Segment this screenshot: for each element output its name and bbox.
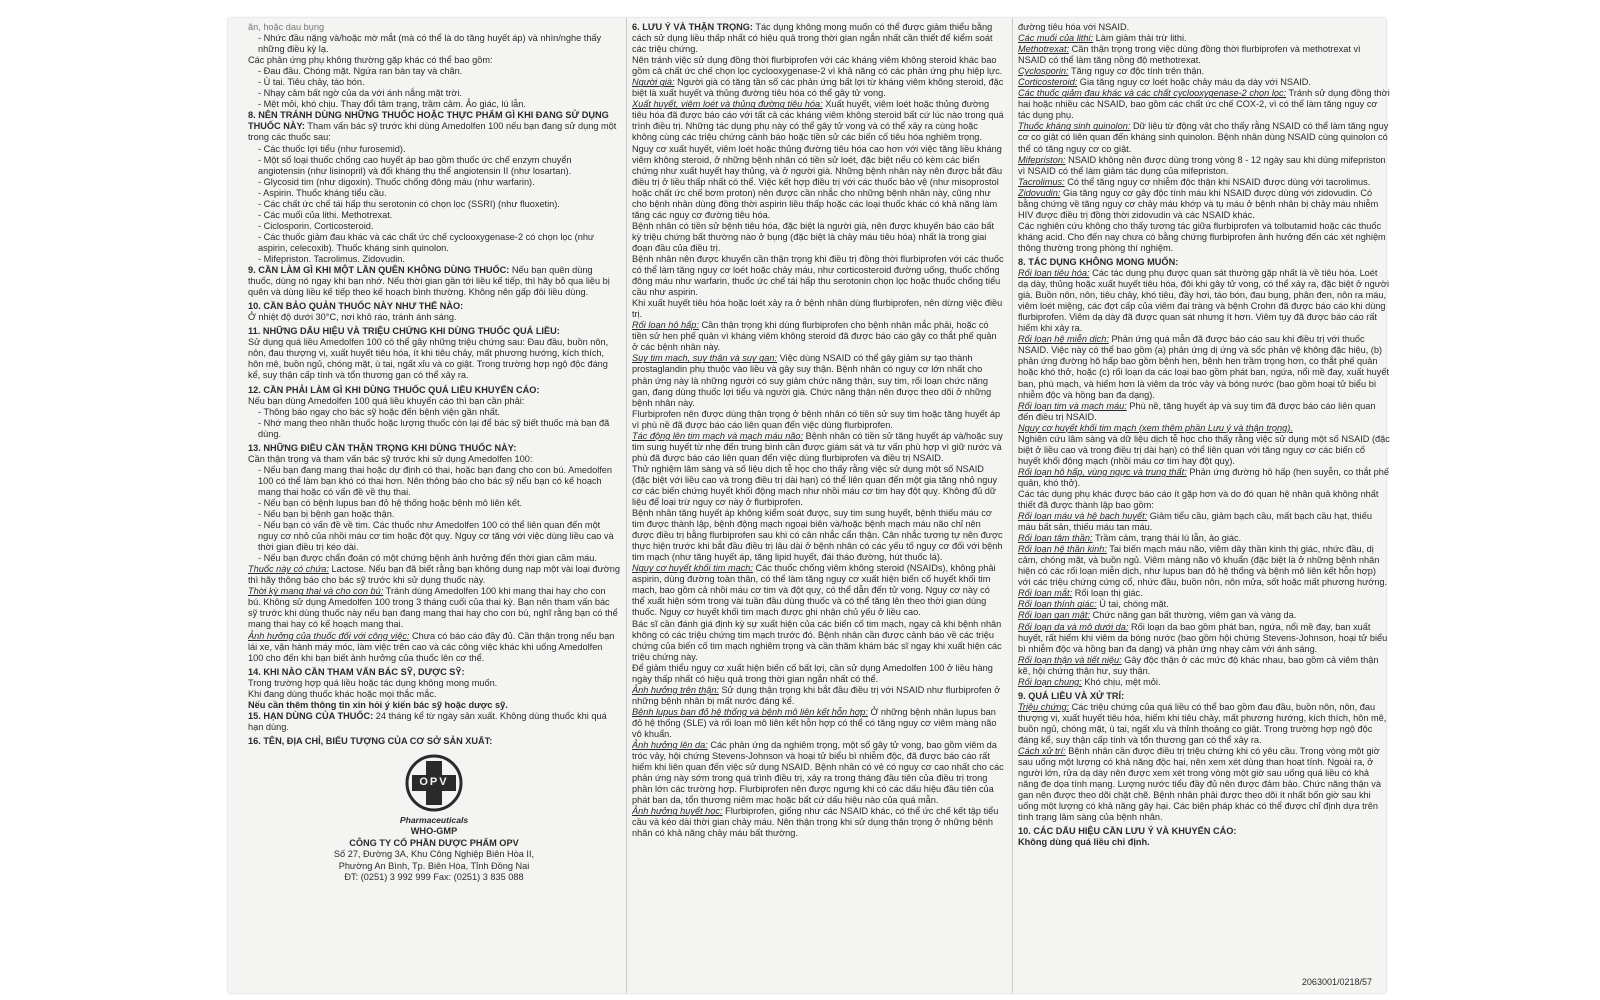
paragraph	[632, 563, 1004, 618]
subheading: Ảnh hưởng trên thận:	[632, 684, 719, 695]
paragraph	[632, 431, 1004, 464]
subheading: Rối loạn hệ thần kinh:	[1018, 544, 1107, 555]
paragraph: đường tiêu hóa với NSAID.	[1018, 22, 1130, 32]
list-item: - Nếu bạn có vấn đề về tim. Các thuốc như Amedolfen 100 có thể liên quan đến một nguy cơ nhỏ của nhồi máu cơ tim hoặc đột quỵ. Nguy cơ tăng với việc dùng liều cao và thời gian điều trị kéo dài.	[258, 520, 620, 553]
list-item: - Các chất ức chế tái hấp thu serotonin có chọn lọc (SSRI) (như fluoxetin).	[258, 199, 620, 210]
section-heading: 6. LƯU Ý VÀ THẬN TRỌNG:	[632, 22, 753, 32]
paragraph	[248, 631, 620, 664]
subheading: Rối loạn mắt:	[1018, 588, 1073, 599]
company-name: CÔNG TY CỔ PHẦN DƯỢC PHẨM OPV	[349, 837, 519, 848]
paragraph-text: Tránh sử dụng đồng thời hai hoặc nhiều các NSAID, bao gồm các chất ức chế COX-2, vì có thể làm tăng nguy cơ tác dụng phụ.	[1018, 88, 1390, 121]
subheading: Ảnh hưởng lên da:	[632, 740, 708, 751]
paragraph-text: Trầm cảm, trạng thái lú lẫn, ảo giác.	[1094, 533, 1242, 544]
paragraph-text: Xuất huyết, viêm loét hoặc thủng đường tiêu hóa đã được báo cáo với tất cả các kháng viêm không steroid bất cứ lúc nào trong quá trình điều trị. Những tác dụng phụ này có thể gây tử vong và có thể xảy ra cùng hoặc không cùng các triệu chứng cảnh báo hoặc tiền sử các biến cố tiêu hóa nghiêm trọng.	[632, 99, 1004, 143]
paragraph	[632, 685, 1004, 707]
subheading: Rối loạn hệ miễn dịch:	[1018, 334, 1109, 345]
section-9	[248, 265, 620, 298]
phone-line: ĐT: (0251) 3 992 999 Fax: (0251) 3 835 088	[344, 872, 524, 883]
list-item: - Mifepriston. Tacrolimus. Zidovudin.	[258, 254, 620, 265]
paragraph: Khi xuất huyết tiêu hóa hoặc loét xảy ra ở bệnh nhân dùng flurbiprofen, nên dừng việc điều trị.	[632, 298, 1003, 320]
paragraph: Trong trường hợp quá liều hoặc tác dụng không mong muốn.	[248, 677, 498, 688]
subheading: Ảnh hưởng của thuốc đối với công việc:	[248, 630, 410, 641]
paragraph-text: Các tác dụng phụ được quan sát thường gặp nhất là về tiêu hóa. Loét dạ dày, thủng hoặc xuất huyết tiêu hóa, đôi khi gây tử vong, có thể xảy ra, đặc biệt ở người già. Buồn nôn, nôn, tiêu chảy, khó tiêu, đầy hơi, táo bón, đau bụng, phân đen, nôn ra máu, viêm loét miệng, các đợt cấp của viêm đại tràng và bệnh Crohn đã được báo cáo khi dùng flurbiprofen. Viêm dạ dày đã được quan sát nhưng ít hơn. Viêm tụy đã được báo cáo rất hiếm khi xảy ra.	[1018, 268, 1389, 334]
subheading: Rối loạn tim và mạch máu:	[1018, 400, 1127, 411]
paragraph	[1018, 401, 1390, 423]
paragraph-text: Gây độc thận ở các mức độ khác nhau, bao gồm cả viêm thận kẽ, hội chứng thận hư, suy thận.	[1018, 654, 1379, 676]
section-heading: 10. CÁC DẤU HIỆU CẦN LƯU Ý VÀ KHUYẾN CÁO:	[1018, 826, 1237, 837]
paragraph-text: Phản ứng đường hô hấp (hen suyễn, co thắt phế quản, khó thở).	[1018, 466, 1389, 488]
paragraph	[1018, 599, 1390, 610]
section-heading: 14. KHI NÀO CẦN THAM VẤN BÁC SỸ, DƯỢC SỸ:	[248, 666, 465, 677]
paragraph	[1018, 33, 1390, 44]
paragraph: Bệnh nhân có tiền sử bệnh tiêu hóa, đặc biệt là người già, nên được khuyến báo cáo bất kỳ triệu chứng bất thường nào ở bụng (đặc biệt là chảy máu tiêu hóa) nhất là trong giai đoạn đầu của điều trị.	[632, 220, 995, 253]
subheading: Nguy cơ huyết khối tim mạch (xem thêm phần Lưu ý và thận trọng).	[1018, 422, 1293, 433]
subheading: Cách xử trí:	[1018, 746, 1066, 757]
paragraph-text: Phản ứng quá mẫn đã được báo cáo sau khi điều trị với thuốc NSAID. Việc này có thể bao gồm (a) phản ứng dị ứng và sốc phản vệ không đặc hiệu, (b) phản ứng đường hô hấp bao gồm bệnh hen, bệnh hen trầm trọng hơn, co thắt phế quản hoặc khó thở, hoặc (c) rối loạn da các loại bao gồm phát ban, ngứa, nổi mề đay, xuất huyết ban, phù mạch, và hiếm hơn là viêm da tróc vảy và bóng nước (bao gồm hoại tử biểu bì nhiễm độc và hồng ban đa dạng).	[1018, 334, 1390, 400]
paragraph: Các tác dụng phụ khác được báo cáo ít gặp hơn và do đó quan hệ nhân quả không nhất thiết đã được thành lập bao gồm:	[1018, 488, 1379, 511]
subheading: Rối loạn tiêu hóa:	[1018, 268, 1090, 279]
paragraph-text: Rối loạn thị giác.	[1074, 588, 1143, 599]
subheading: Corticosteroid:	[1018, 77, 1078, 88]
paragraph	[632, 353, 1004, 408]
paragraph-text: Cần thận trọng khi dùng flurbiprofen cho bệnh nhân mắc phải, hoặc có tiền sử hen phế quản vì kháng viêm không steroid đã được báo cáo gây co thắt phế quản ở các bệnh nhân này.	[632, 320, 997, 353]
paragraph	[1018, 622, 1390, 655]
paragraph	[1018, 655, 1390, 677]
paragraph: Ở nhiệt độ dưới 30°C, nơi khô ráo, tránh ánh sáng.	[248, 312, 457, 323]
subheading: Tacrolimus:	[1018, 176, 1065, 187]
paragraph-text: Cần thận trọng trong việc dùng đồng thời flurbiprofen và methotrexat vì NSAID có thể làm tăng nồng độ methotrexat.	[1018, 44, 1361, 66]
subheading: Suy tim mạch, suy thận và suy gan:	[632, 353, 778, 364]
paragraph: Cần thận trọng và tham vấn bác sỹ trước khi sử dụng Amedolfen 100:	[248, 453, 533, 464]
column-divider	[1012, 18, 1013, 993]
paragraph-text: Flurbiprofen, giống như các NSAID khác, có thể ức chế kết tập tiểu cầu và kéo dài thời gian chảy máu. Nên thận trọng khi sử dụng thận trọng ở những bệnh nhân có khả năng chảy máu bất thường.	[632, 806, 999, 839]
list-item: - Thông báo ngay cho bác sỹ hoặc đến bệnh viện gần nhất.	[258, 407, 620, 418]
list-item: - Nếu bạn đang mang thai hoặc dự định có thai, hoặc bạn đang cho con bú. Amedolfen 100 có thể làm bạn khó có thai hơn. Nên thông báo cho bác sỹ nếu bạn có kế hoạch mang thai hoặc có vấn đề về thụ thai.	[258, 465, 620, 498]
paragraph-text: NSAID không nên được dùng trong vòng 8 - 12 ngày sau khi dùng mifepriston vì NSAID có thể làm giảm tác dụng của mifepriston.	[1018, 154, 1386, 176]
paragraph: Nếu cần thêm thông tin xin hỏi ý kiến bác sỹ hoặc dược sỹ.	[248, 699, 508, 710]
paragraph	[1018, 746, 1390, 823]
subheading: Bệnh lupus ban đỏ hệ thống và bệnh mô liên kết hỗn hợp:	[632, 706, 868, 717]
paragraph: Bệnh nhân tăng huyết áp không kiểm soát được, suy tim sung huyết, bệnh thiếu máu cơ tim được thành lập, bệnh động mạch ngoại biên và/hoặc bệnh mạch máu não chỉ nên được điều trị bằng flurbiprofen sau khi có cân nhắc cẩn thận. Cân nhắc tương tự nên được thực hiện trước khi bắt đầu điều trị lâu dài ở bệnh nhân có các yếu tố nguy cơ đối với bệnh tim mạch (như tăng huyết áp, tăng lipid huyết, đái tháo đường, hút thuốc lá).	[632, 508, 1003, 563]
subheading: Mifepriston:	[1018, 154, 1066, 165]
paragraph: Bác sĩ cần đánh giá định kỳ sự xuất hiện của các biến cố tim mạch, ngay cả khi bệnh nhân không có các triệu chứng tim mạch trước đó. Bệnh nhân cần được cảnh báo về các triệu chứng của biến cố tim mạch nghiêm trọng và cần thăm khám bác sĩ ngay khi xuất hiện các triệu chứng này.	[632, 618, 1002, 662]
list-item: - Nếu bạn có bệnh lupus ban đỏ hệ thống hoặc bệnh mô liên kết.	[258, 498, 620, 509]
list-item: - Nhạy cảm bất ngờ của da với ánh nắng mặt trời.	[258, 88, 620, 99]
paragraph-text: Việc dùng NSAID có thể gây giảm sự tạo thành prostaglandin phụ thuộc vào liều và gây suy thận. Bệnh nhân có nguy cơ lớn nhất cho phản ứng này là những người có suy giảm chức năng thận, suy tim, rối loạn chức năng gan, đang dùng thuốc lợi tiểu và người già. Chức năng thận nên được theo dõi ở những bệnh nhân này.	[632, 353, 992, 408]
paragraph-text: Tai biến mạch máu não, viêm dây thần kinh thị giác, nhức đầu, dị cảm, chóng mặt, và buồn ngủ. Viêm màng não vô khuẩn (đặc biệt là ở những bệnh nhân hiện có các rối loạn miễn dịch, như lupus ban đỏ hệ thống và bệnh mô liên kết hỗn hợp) với các triệu chứng cứng cổ, nhức đầu, buồn nôn, nôn mửa, sốt hoặc mất phương hướng.	[1018, 544, 1388, 588]
bullet-list	[248, 144, 620, 266]
section-heading: 11. NHỮNG DẤU HIỆU VÀ TRIỆU CHỨNG KHI DÙNG THUỐC QUÁ LIỀU:	[248, 326, 560, 337]
paragraph	[1018, 334, 1390, 400]
column-2	[632, 22, 1004, 984]
paragraph-text: Bệnh nhân có tiền sử tăng huyết áp và/hoặc suy tim sung huyết từ nhẹ đến trung bình cần được giám sát và tư vấn phù hợp vì giữ nước và phù đã được báo cáo liên quan đến việc dùng flurbiprofen và điều trị NSAID.	[632, 430, 1003, 463]
text-fragment: ăn, hoặc dau bụng	[248, 22, 325, 32]
list-item: - Aspirin. Thuốc kháng tiểu cầu.	[258, 188, 620, 199]
gmp-label: WHO-GMP	[410, 826, 458, 837]
subheading: Tác động lên tim mạch và mạch máu não:	[632, 430, 804, 441]
paragraph: Các nghiên cứu không cho thấy tương tác giữa flurbiprofen và tolbutamid hoặc các thuốc kháng acid. Cho đến nay chưa có bằng chứng flurbiprofen ảnh hưởng đến các xét nghiệm thông thường trong phòng thí nghiệm.	[1018, 220, 1386, 253]
list-item: - Nhớ mang theo nhãn thuốc hoặc lượng thuốc còn lại để bác sỹ biết thuốc mà bạn đã dùng.	[258, 418, 620, 440]
paragraph: Nếu bạn dùng Amedolfen 100 quá liều khuyến cáo thì bạn cần phải:	[248, 395, 525, 406]
paragraph-text: Ở những bệnh nhân lupus ban đỏ hệ thống (SLE) và rối loạn mô liên kết hỗn hợp có thể có tăng nguy cơ viêm màng não vô khuẩn.	[632, 706, 997, 739]
paragraph	[1018, 268, 1390, 334]
paragraph: Nguy cơ xuất huyết, viêm loét hoặc thủng đường tiêu hóa cao hơn với việc tăng liều kháng viêm không steroid, ở những bệnh nhân có tiền sử loét, đặc biệt nếu có kèm các biến chứng như xuất huyết hay thủng, và ở người già. Những bệnh nhân này nên được bắt đầu điều trị ở liều thấp nhất có thể. Việc kết hợp điều trị với các thuốc bảo vệ (như misoprostol hoặc chất ức chế bơm proton) nên được cần nhắc cho những bệnh nhân này, cũng như cho bệnh nhân dùng đồng thời aspirin liều thấp hoặc các loại thuốc khác có khả năng làm tăng các nguy cơ đường tiêu hóa.	[632, 143, 1003, 220]
list-item: - Ù tai. Tiêu chảy, táo bón.	[258, 77, 620, 88]
subheading: Rối loạn thận và tiết niệu:	[1018, 654, 1122, 665]
paragraph: Nên tránh việc sử dụng đồng thời flurbiprofen với các kháng viêm không steroid khác bao gồm cả chất ức chế chọn lọc cyclooxygenase-2 vì khả năng có các phản ứng phụ hiệp lực.	[632, 55, 1003, 77]
paragraph	[632, 77, 1004, 99]
paragraph: Khi đang dùng thuốc khác hoặc mọi thắc mắc.	[248, 688, 437, 699]
paragraph-text: Bệnh nhân cần được điều trị triệu chứng khi có yêu cầu. Trong vòng một giờ sau uống một lượng có khả năng độc hại, nên xem xét dùng than hoạt tính. Ngoài ra, ở người lớn, rửa dạ dày nên được xem xét trong vòng một giờ sau uống quá liều có khả năng đe dọa tính mạng. Lượng nước tiểu đầy đủ nên được đảm bảo. Chức năng thận và gan nên được theo dõi chặt chẽ. Bệnh nhân phải được theo dõi ít nhất bốn giờ sau khi uống một lượng có khả năng gây hại. Các biện pháp khác có thể được chỉ định dựa trên tình trạng lâm sàng của bệnh nhân.	[1018, 746, 1381, 823]
address-line: Số 27, Đường 3A, Khu Công Nghiệp Biên Hòa II,	[333, 849, 535, 860]
list-item: - Mệt mỏi, khó chịu. Thay đổi tâm trạng, trầm cảm. Ảo giác, lú lẫn.	[258, 99, 620, 110]
list-item: - Các thuốc lợi tiểu (như furosemid).	[258, 144, 620, 155]
subheading: Rối loạn hô hấp:	[632, 320, 699, 331]
paragraph	[1018, 467, 1390, 489]
subheading: Methotrexat:	[1018, 44, 1070, 55]
subheading: Thời kỳ mang thai và cho con bú:	[248, 586, 384, 597]
paragraph-text: Có thể tăng nguy cơ nhiễm độc thận khi NSAID được dùng với tacrolimus.	[1067, 176, 1371, 187]
list-item: - Các thuốc giảm đau khác và các chất ức chế cyclooxygenase-2 có chọn lọc (như aspirin, celecoxib). Thuốc kháng sinh quinolon.	[258, 232, 620, 254]
paragraph: Không dùng quá liều chỉ định.	[1018, 837, 1150, 848]
paragraph	[1018, 511, 1390, 533]
pharmaceuticals-label: Pharmaceuticals	[399, 815, 469, 825]
paragraph-text: Chưa có báo cáo đầy đủ. Cần thận trọng nếu bạn lái xe, vận hành máy móc, làm việc trên cao và các công việc khác khi uống Amedolfen 100 cho đến khi bạn biết ảnh hưởng của thuốc lên cơ thể.	[248, 630, 615, 663]
paragraph-text: Lactose. Nếu bạn đã biết rằng bạn không dung nạp một vài loại đường thì hãy thông báo cho bác sỹ trước khi sử dụng thuốc này.	[248, 564, 620, 586]
subheading: Rối loạn hô hấp, vùng ngực và trung thất:	[1018, 466, 1187, 477]
paragraph-text: Rối loạn da bao gồm phát ban, ngứa, nổi mề đay, ban xuất huyết, rất hiếm khi viêm da bóng nước (bao gồm hội chứng Stevens-Johnson, hoại tử biểu bì nhiễm độc và hồng ban đa dạng) và phản ứng nhạy cảm với ánh sáng.	[1018, 621, 1388, 654]
subheading: Rối loạn thính giác:	[1018, 599, 1097, 610]
paragraph-text: Sử dụng thận trọng khi bắt đầu điều trị với NSAID như flurbiprofen ở những bệnh nhân bị mất nước đáng kể.	[632, 684, 1001, 706]
paragraph	[1018, 44, 1390, 66]
paragraph-text: Phù nề, tăng huyết áp và suy tim đã được báo cáo liên quan đến điều trị NSAID.	[1018, 400, 1376, 422]
paragraph-text: Các triệu chứng của quá liều có thể bao gồm đau đầu, buồn nôn, nôn, đau thượng vị, xuất huyết tiêu hóa, hiếm khi tiêu chảy, mất phương hướng, kích thích, hôn mê, buồn ngủ, chóng mặt, ù tai, ngất xỉu và thỉnh thoảng co giật. Trong trường hợp ngộ độc đáng kể, suy thận cấp tính và tổn thương gan có thể xảy ra.	[1018, 701, 1387, 745]
section-heading: 10. CẦN BẢO QUẢN THUỐC NÀY NHƯ THẾ NÀO:	[248, 301, 464, 312]
opv-logo	[404, 753, 464, 813]
paragraph: Để giảm thiểu nguy cơ xuất hiện biến cố bất lợi, cần sử dụng Amedolfen 100 ở liều hàng ngày thấp nhất có hiệu quả trong thời gian ngắn nhất có thể.	[632, 662, 993, 684]
paragraph-text: Chức năng gan bất thường, viêm gan và vàng da.	[1092, 610, 1297, 621]
paragraph	[1018, 88, 1390, 121]
column-1	[248, 22, 620, 984]
subheading: Thuốc này có chứa:	[248, 564, 329, 575]
list-item: - Glycosid tim (như digoxin). Thuốc chống đông máu (như warfarin).	[258, 177, 620, 188]
bullet-list	[248, 465, 620, 564]
paragraph-text: Khó chịu, mệt mỏi.	[1084, 676, 1161, 687]
paragraph: Nếu bạn quên dùng thuốc, dùng nó ngay khi bạn nhớ. Nếu thời gian gần tới liều kế tiếp, thì hãy bỏ qua liều bị quên và dùng liều kế tiếp theo kế hoạch bình thường. Không nên gấp đôi liều dùng.	[248, 265, 610, 298]
list-item: - Các muối của lithi. Methotrexat.	[258, 210, 620, 221]
paragraph	[1018, 610, 1390, 621]
bullet-list	[248, 33, 620, 55]
subheading: Rối loạn da và mô dưới da:	[1018, 621, 1129, 632]
section-heading: 15. HẠN DÙNG CỦA THUỐC:	[248, 710, 374, 721]
paragraph	[1018, 121, 1390, 154]
list-item: - Nhức đầu nặng và/hoặc mờ mắt (mà có thể là do tăng huyết áp) và nhìn/nghe thấy những điều kỳ lạ.	[258, 33, 620, 55]
paragraph	[1018, 702, 1390, 746]
subheading: Ảnh hưởng huyết học:	[632, 806, 723, 817]
paragraph	[1018, 544, 1390, 588]
paragraph	[632, 99, 1004, 143]
paragraph	[1018, 177, 1390, 188]
list-item: - Đau đầu. Chóng mặt. Ngứa ran bàn tay và chân.	[258, 66, 620, 77]
paragraph	[1018, 188, 1390, 221]
subheading: Rối loạn gan mật:	[1018, 610, 1091, 621]
paragraph: Tham vấn bác sỹ trước khi dùng Amedolfen 100 nếu bạn đang sử dụng một trong các thuốc sau:	[248, 121, 617, 143]
paragraph: Nghiên cứu lâm sàng và dữ liệu dịch tễ học cho thấy rằng việc sử dụng một số NSAID (đặc biệt ở liều cao và trong điều trị dài hạn) có thể liên quan với tăng nguy cơ các biến cố huyết khối động mạch (nhồi máu cơ tim hay đột quỵ).	[1018, 433, 1390, 466]
column-3	[1018, 22, 1390, 984]
paragraph-text: Gia tăng nguy cơ loét hoặc chảy máu dạ dày với NSAID.	[1079, 77, 1311, 88]
company-info	[248, 826, 620, 884]
paragraph	[632, 806, 1004, 839]
paragraph	[1018, 533, 1390, 544]
section-15	[248, 711, 620, 733]
address-line: Phường An Bình, Tp. Biên Hòa, Tỉnh Đồng Nai	[338, 860, 530, 871]
subheading: Cyclosporin:	[1018, 66, 1069, 77]
column-divider	[626, 18, 627, 993]
list-item: - Một số loại thuốc chống cao huyết áp bao gồm thuốc ức chế enzym chuyển angiotensin (như lisinopril) và đối kháng thụ thể angiotensin II (như losartan).	[258, 155, 620, 177]
paragraph: Flurbiprofen nên được dùng thận trọng ở bệnh nhân có tiền sử suy tim hoặc tăng huyết áp vì phù nề đã được báo cáo liên quan đến việc dùng flurbiprofen.	[632, 408, 1001, 430]
subheading: Rối loạn máu và hệ bạch huyết:	[1018, 511, 1148, 522]
paragraph	[632, 320, 1004, 353]
subheading: Nguy cơ huyết khối tim mạch:	[632, 563, 753, 574]
paragraph	[632, 740, 1004, 806]
bullet-list	[248, 407, 620, 440]
paragraph: 24 tháng kể từ ngày sản xuất. Không dùng thuốc khi quá hạn dùng.	[248, 710, 607, 732]
paragraph-text: Các thuốc chống viêm không steroid (NSAIDs), không phải aspirin, dùng đường toàn thân, có thể làm tăng nguy cơ xuất hiện biến cố huyết khối tim mạch, bao gồm cả nhồi máu cơ tim và đột quỵ, có thể dẫn đến tử vong. Nguy cơ này có thể xuất hiện sớm trong vài tuần đầu dùng thuốc và có thể tăng lên theo thời gian dùng thuốc. Nguy cơ huyết khối tim mạch được ghi nhận chủ yếu ở liều cao.	[632, 563, 996, 618]
section-heading: 9. CẦN LÀM GÌ KHI MỘT LẦN QUÊN KHÔNG DÙNG THUỐC:	[248, 265, 510, 276]
paragraph-text: Ù tai, chóng mặt.	[1099, 599, 1169, 610]
paragraph	[632, 707, 1004, 740]
subheading: Người già:	[632, 77, 675, 88]
subheading: Rối loạn tâm thần:	[1018, 533, 1093, 544]
paragraph	[1018, 77, 1390, 88]
paragraph-text: Tránh dùng Amedolfen 100 khi mang thai hay cho con bú. Không sử dụng Amedolfen 100 trong 3 tháng cuối của thai kỳ. Bạn nên tham vấn bác sỹ trước khi dùng thuốc này nếu bạn đang mang thai hay cho con bú, nghĩ rằng bạn có thể mang thai hay có kế hoạch mang thai.	[248, 586, 618, 630]
paragraph	[1018, 677, 1390, 688]
list-item: - Nếu bạn được chẩn đoán có một chứng bệnh ảnh hưởng đến thời gian cầm máu.	[258, 553, 620, 564]
paragraph	[248, 564, 620, 586]
subheading: Các muối của lithi:	[1018, 33, 1094, 44]
paragraph	[1018, 155, 1390, 177]
section-6	[632, 22, 1004, 55]
subheading: Rối loạn chung:	[1018, 676, 1082, 687]
paragraph	[248, 586, 620, 630]
section-heading: 16. TÊN, ĐỊA CHỈ, BIỂU TƯỢNG CỦA CƠ SỞ SẢN XUẤT:	[248, 735, 493, 746]
section-heading: 8. TÁC DỤNG KHÔNG MONG MUỐN:	[1018, 256, 1179, 267]
list-item: - Ciclosporin. Corticosteroid.	[258, 221, 620, 232]
section-heading: 9. QUÁ LIỀU VÀ XỬ TRÍ:	[1018, 690, 1125, 701]
paragraph: Tác dụng không mong muốn có thể được giảm thiểu bằng cách sử dụng liều thấp nhất có hiệu quả trong thời gian ngắn nhất cần thiết để kiểm soát các triệu chứng.	[632, 22, 993, 55]
paragraph-text: Gia tăng nguy cơ gây độc tính máu khi NSAID được dùng với zidovudin. Có bằng chứng về tăng nguy cơ chảy máu khớp và tụ máu ở bệnh nhân bị chảy máu nhiễm HIV được điều trị đồng thời zidovudin và các NSAID khác.	[1018, 187, 1379, 220]
section-8	[248, 110, 620, 143]
paragraph: Các phản ứng phụ không thường gặp khác có thể bao gồm:	[248, 55, 493, 66]
paragraph: Thử nghiệm lâm sàng và số liệu dịch tễ học cho thấy rằng việc sử dụng một số NSAID (đặc biệt với liều cao và trong điều trị dài hạn) có thể liên quan đến một gia tăng nhỏ nguy cơ các biến chứng huyết khối động mạch như nhồi máu cơ tim hay đột quỵ. Không đủ dữ liệu để loại trừ nguy cơ này ở flurbiprofen.	[632, 463, 998, 508]
leaflet-sheet	[228, 18, 1390, 993]
paragraph-text: Người già có tăng tần số các phản ứng bất lợi từ kháng viêm không steroid, đặc biệt là xuất huyết và thủng đường tiêu hóa có thể gây tử vong.	[632, 77, 1004, 99]
paragraph: Sử dụng quá liều Amedolfen 100 có thể gây những triệu chứng sau: Đau đầu, buồn nôn, nôn, đau thượng vị, xuất huyết tiêu hóa, ít khi tiêu chảy, mất phương hướng, kích thích, hôn mê, buồn ngủ, chóng mặt, ù tai, ngất xỉu và co giật. Trong trường hợp ngộ độc đáng kể, suy thận cấp tính và tổn thương gan có thể xảy ra.	[248, 337, 609, 381]
subheading: Zidovudin:	[1018, 187, 1061, 198]
paragraph-text: Tăng nguy cơ độc tính trên thận.	[1070, 66, 1205, 77]
paragraph-text: Làm giảm thải trừ lithi.	[1095, 33, 1187, 44]
section-heading: 8. NÊN TRÁNH DÙNG NHỮNG THUỐC HOẶC THỰC PHẨM GÌ KHI ĐANG SỬ DỤNG THUỐC NÀY:	[248, 110, 609, 132]
section-heading: 12. CẦN PHẢI LÀM GÌ KHI DÙNG THUỐC QUÁ LIỀU KHUYẾN CÁO:	[248, 384, 540, 395]
paragraph	[1018, 588, 1390, 599]
subheading: Thuốc kháng sinh quinolon:	[1018, 121, 1131, 132]
subheading: Xuất huyết, viêm loét và thủng đường tiêu hóa:	[632, 99, 823, 110]
paragraph-text: Các phản ứng da nghiêm trọng, một số gây tử vong, bao gồm viêm da tróc vảy, hội chứng Stevens-Johnson và hoại tử biểu bì nhiễm độc, đã được báo cáo rất hiếm khi liên quan đến việc sử dụng NSAID. Bệnh nhân có vẻ có nguy cơ cao nhất cho các phản ứng này sớm trong quá trình điều trị, xảy ra trong tháng đầu tiên của điều trị trong phần lớn các trường hợp. Flurbiprofen nên được ngưng khi có các dấu hiệu đầu tiên của phát ban da, tổn thương niêm mạc hoặc bất cứ dấu hiệu nào của quá mẫn.	[632, 740, 1004, 806]
paragraph	[1018, 66, 1390, 77]
paragraph-text: Dữ liệu từ động vật cho thấy rằng NSAID có thể làm tăng nguy cơ co giật có liên quan đến kháng sinh quinolon. Bệnh nhân dùng NSAID cùng quinolon có thể có tăng nguy cơ co giật.	[1018, 121, 1389, 154]
logo-text: OPV	[419, 776, 449, 788]
section-heading: 13. NHỮNG ĐIỀU CẦN THẬN TRỌNG KHI DÙNG THUỐC NÀY:	[248, 442, 517, 453]
subheading: Các thuốc giảm đau khác và các chất cyclooxygenase-2 chọn lọc:	[1018, 88, 1287, 99]
print-code: 2063001/0218/57	[1301, 977, 1372, 987]
paragraph-text: Giảm tiểu cầu, giảm bạch cầu, mất bạch cầu hạt, thiếu máu bất sản, thiếu máu tan máu.	[1018, 511, 1372, 533]
subheading: Triệu chứng:	[1018, 701, 1070, 712]
paragraph	[1018, 423, 1390, 434]
paragraph: Bệnh nhân nên được khuyến cần thận trọng khi điều trị đồng thời flurbiprofen với các thuốc có thể làm tăng nguy cơ loét hoặc chảy máu, như corticosteroid đường uống, thuốc chống đông máu như warfarin, thuốc ức chế tái hấp thu serotonin chọn lọc hoặc thuốc chống tiểu cầu như aspirin.	[632, 253, 1004, 298]
bullet-list	[248, 66, 620, 110]
list-item: - Nếu bạn bị bệnh gan hoặc thận.	[258, 509, 620, 520]
